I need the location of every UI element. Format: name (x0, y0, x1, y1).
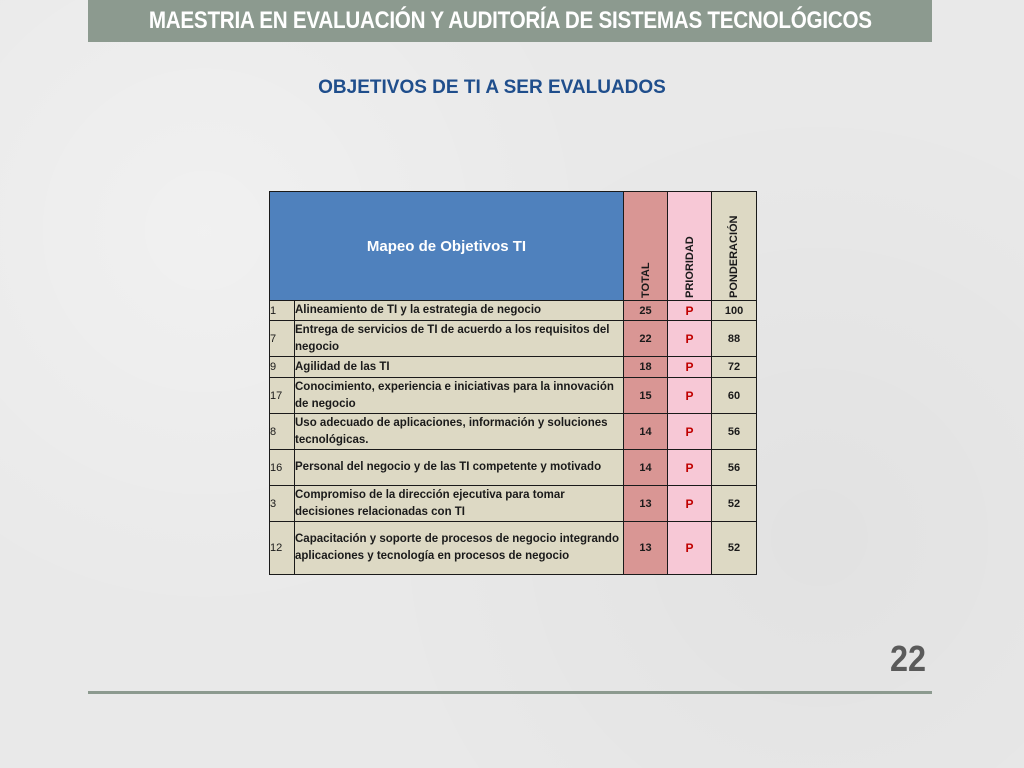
row-number: 8 (270, 414, 295, 450)
row-description: Capacitación y soporte de procesos de negocio integrando aplicaciones y tecnología en procesos de negocio (295, 522, 624, 575)
row-description: Conocimiento, experiencia e iniciativas para la innovación de negocio (295, 378, 624, 414)
column-header-total-label: TOTAL (639, 262, 652, 298)
objectives-table (269, 191, 757, 575)
row-priority: P (668, 450, 712, 486)
row-weighting: 72 (712, 357, 757, 378)
row-total: 22 (624, 321, 668, 357)
row-number: 17 (270, 378, 295, 414)
row-number: 1 (270, 301, 295, 321)
section-subtitle: OBJETIVOS DE TI A SER EVALUADOS (318, 77, 666, 98)
row-weighting: 52 (712, 522, 757, 575)
row-weighting: 88 (712, 321, 757, 357)
row-priority: P (668, 378, 712, 414)
row-total: 13 (624, 522, 668, 575)
row-description: Entrega de servicios de TI de acuerdo a los requisitos del negocio (295, 321, 624, 357)
row-description: Agilidad de las TI (295, 357, 624, 378)
row-priority: P (668, 321, 712, 357)
column-header-priority-label: PRIORIDAD (683, 236, 696, 298)
column-header-total (624, 192, 668, 301)
footer-divider (88, 691, 932, 694)
table-row (270, 486, 757, 522)
row-weighting: 56 (712, 414, 757, 450)
table-row (270, 450, 757, 486)
row-description: Uso adecuado de aplicaciones, información y soluciones tecnológicas. (295, 414, 624, 450)
table-header-row (270, 192, 757, 301)
table-row (270, 357, 757, 378)
column-header-weighting (712, 192, 757, 301)
row-priority: P (668, 486, 712, 522)
row-weighting: 56 (712, 450, 757, 486)
table-row (270, 301, 757, 321)
table-title: Mapeo de Objetivos TI (270, 192, 624, 301)
row-priority: P (668, 522, 712, 575)
row-total: 14 (624, 450, 668, 486)
row-total: 25 (624, 301, 668, 321)
row-number: 9 (270, 357, 295, 378)
row-description: Personal del negocio y de las TI competente y motivado (295, 450, 624, 486)
table-row (270, 321, 757, 357)
row-total: 14 (624, 414, 668, 450)
table-row (270, 378, 757, 414)
row-weighting: 100 (712, 301, 757, 321)
row-description: Alineamiento de TI y la estrategia de negocio (295, 301, 624, 321)
row-priority: P (668, 414, 712, 450)
row-description: Compromiso de la dirección ejecutiva para tomar decisiones relacionadas con TI (295, 486, 624, 522)
row-number: 3 (270, 486, 295, 522)
row-priority: P (668, 301, 712, 321)
row-weighting: 52 (712, 486, 757, 522)
page-number: 22 (889, 638, 926, 679)
slide-header-bar (88, 0, 932, 42)
row-number: 16 (270, 450, 295, 486)
column-header-priority (668, 192, 712, 301)
row-total: 15 (624, 378, 668, 414)
row-total: 18 (624, 357, 668, 378)
table-row (270, 522, 757, 575)
row-weighting: 60 (712, 378, 757, 414)
row-number: 12 (270, 522, 295, 575)
row-number: 7 (270, 321, 295, 357)
row-priority: P (668, 357, 712, 378)
column-header-weighting-label: PONDERACIÓN (728, 215, 741, 298)
slide-title: MAESTRIA EN EVALUACIÓN Y AUDITORÍA DE SISTEMAS TECNOLÓGICOS (148, 7, 872, 34)
table-row (270, 414, 757, 450)
row-total: 13 (624, 486, 668, 522)
